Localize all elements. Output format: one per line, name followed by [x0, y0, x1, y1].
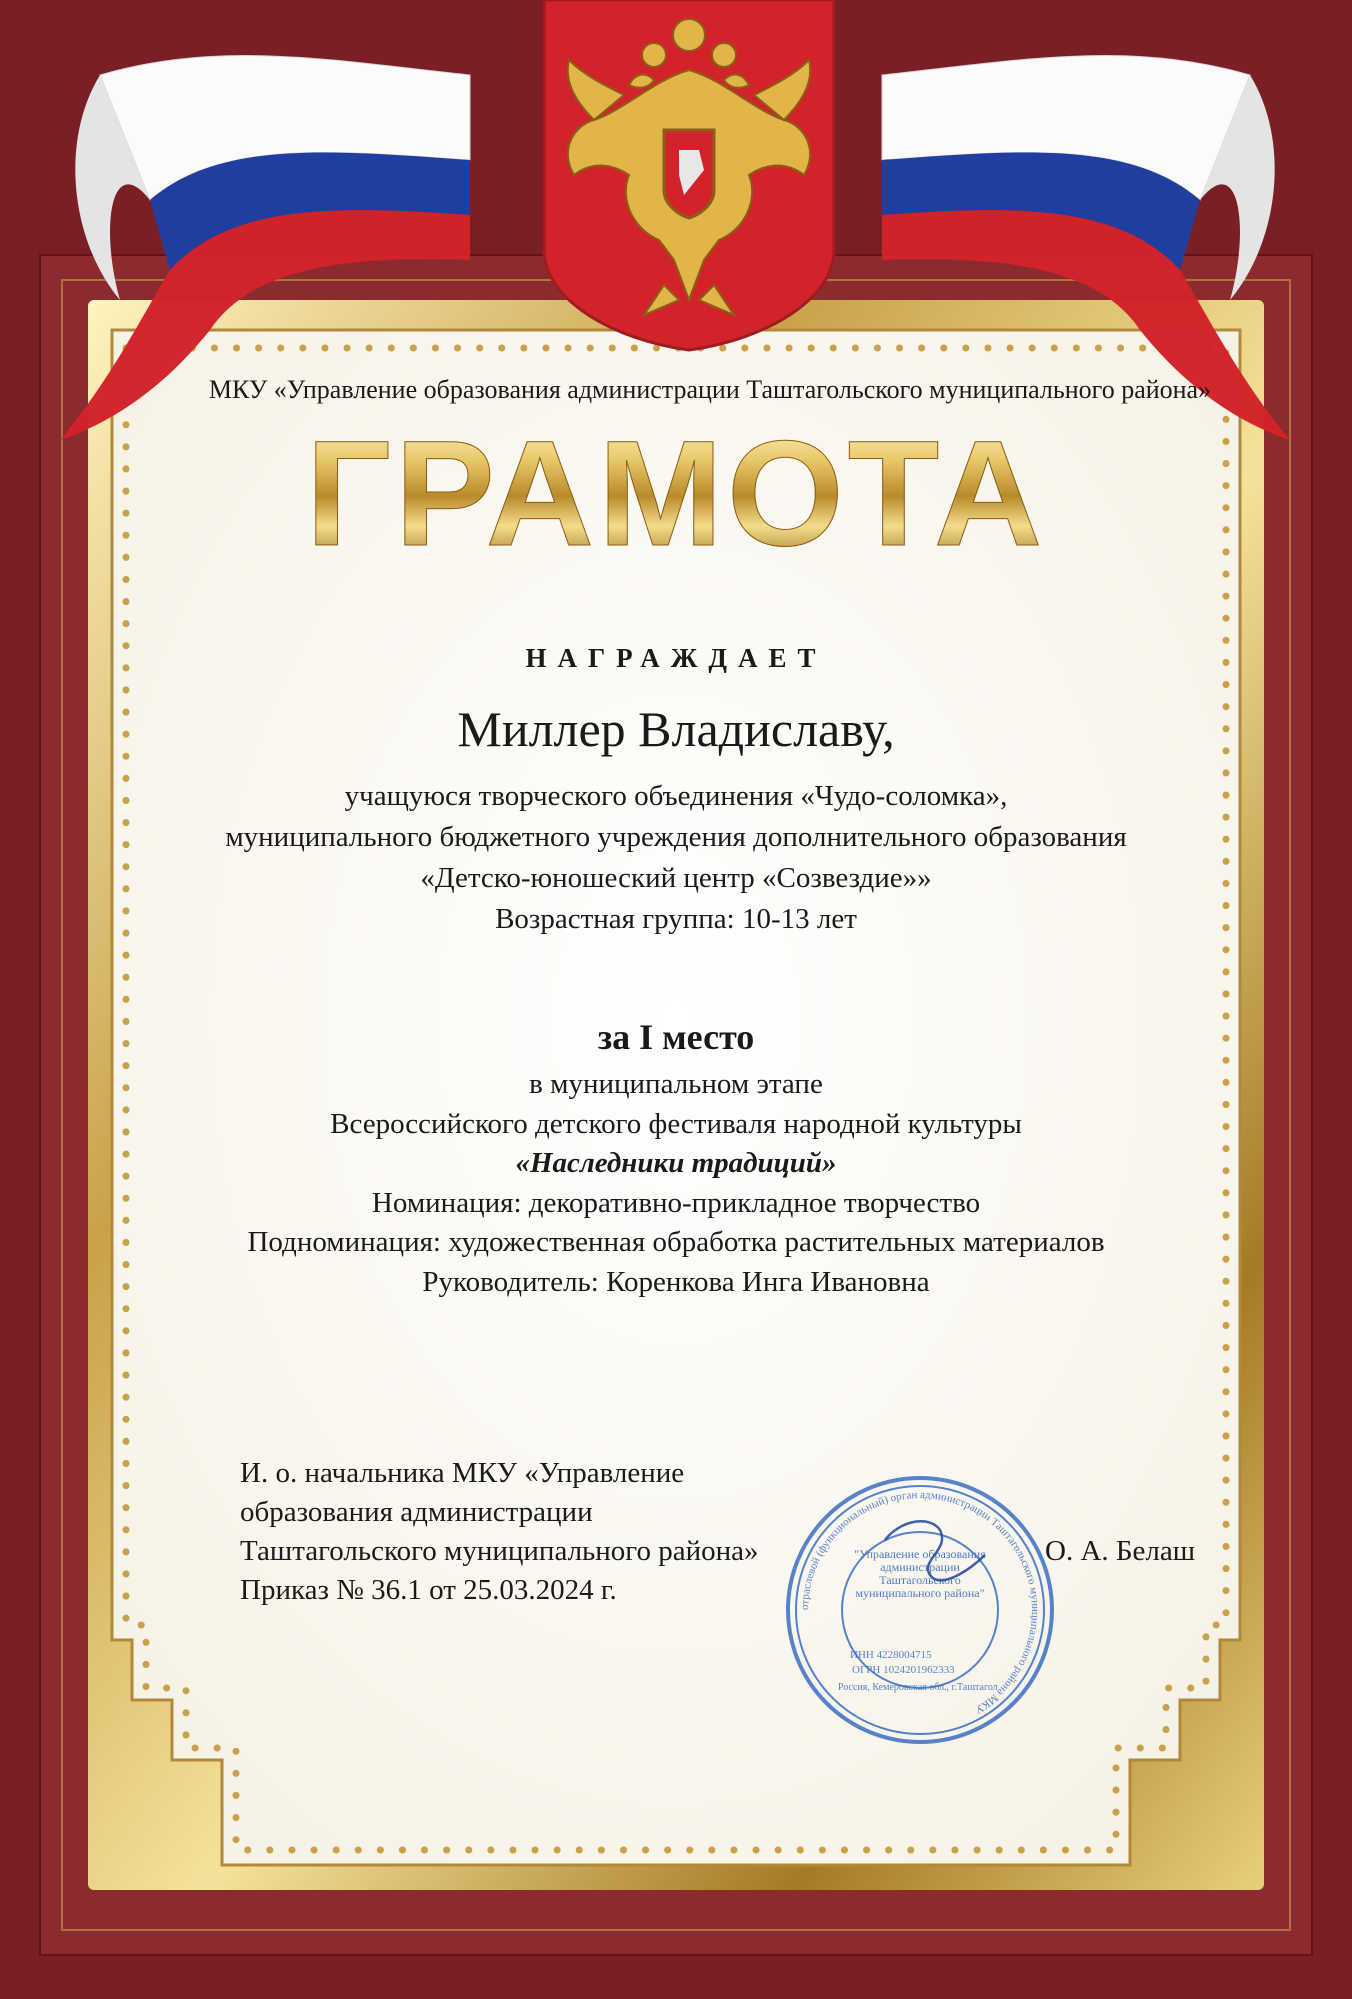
signature-line: И. о. начальника МКУ «Управление — [240, 1457, 685, 1489]
order-number: Приказ № 36.1 от 25.03.2024 г. — [240, 1574, 617, 1606]
certificate-title: ГРАМОТА — [100, 418, 1252, 568]
signature-line: образования администрации — [240, 1496, 593, 1528]
seal-ogrn: ОГРН 1024201962333 — [852, 1664, 955, 1676]
age-group: Возрастная группа: 10-13 лет — [495, 903, 857, 935]
seal-ring-text: отраслевой (функциональный) орган администрации Таштагольского муниципального района МКУ — [798, 1488, 1042, 1716]
subnomination: Подноминация: художественная обработка растительных материалов — [247, 1226, 1105, 1258]
contest-line: Всероссийского детского фестиваля народной культуры — [330, 1108, 1022, 1140]
contest-line: в муниципальном этапе — [529, 1068, 823, 1100]
organization-header: МКУ «Управление образования администрации Таштагольского муниципального района» — [208, 375, 1212, 404]
supervisor: Руководитель: Коренкова Инга Ивановна — [422, 1266, 930, 1298]
signature-line: Таштагольского муниципального района» — [240, 1535, 759, 1567]
recipient-name: Миллер Владиславу, — [457, 701, 895, 757]
russian-double-headed-eagle-icon — [534, 0, 844, 352]
awards-label: НАГРАЖДАЕТ — [525, 643, 827, 673]
award-place: за I место — [597, 1017, 755, 1057]
seal-address: Россия, Кемеровская обл., г.Таштагол — [838, 1682, 998, 1693]
seal-center-text: "Управление образования администрации Таштагольского муниципального района" — [854, 1548, 986, 1600]
nomination: Номинация: декоративно-прикладное творчество — [371, 1187, 981, 1219]
festival-name: «Наследники традиций» — [515, 1147, 837, 1179]
recipient-detail-line: учащуюся творческого объединения «Чудо-соломка», — [344, 780, 1008, 812]
signer-name: О. А. Белаш — [1045, 1535, 1196, 1567]
recipient-detail-line: «Детско-юношеский центр «Созвездие»» — [420, 862, 932, 894]
seal-inn: ИНН 4228004715 — [850, 1649, 932, 1661]
official-round-seal-icon — [780, 1470, 1060, 1750]
recipient-detail-line: муниципального бюджетного учреждения дополнительного образования — [225, 821, 1127, 853]
